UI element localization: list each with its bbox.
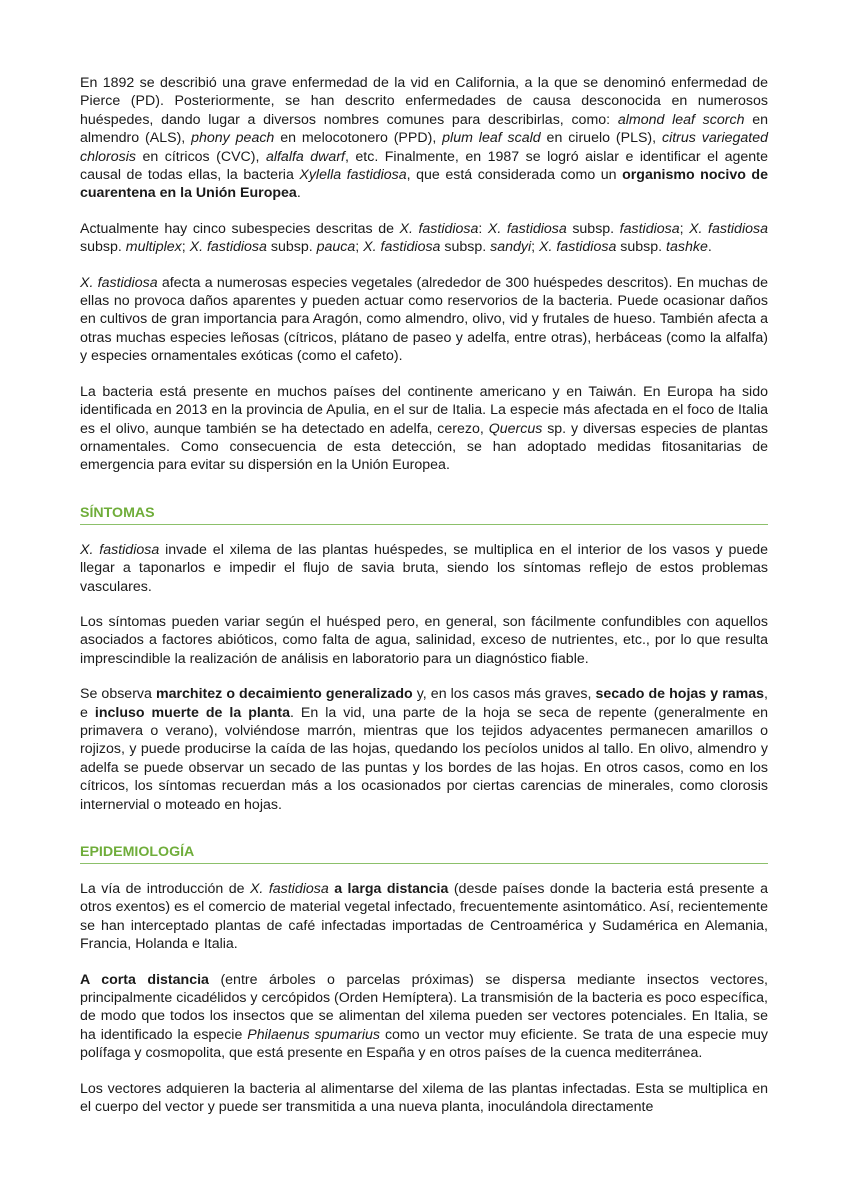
text-run: en almendro (ALS), — [80, 111, 768, 147]
text-run: , que está considerada como un — [406, 167, 623, 184]
bold-text: organismo nocivo de cuarentena en la Unión Europea — [80, 167, 768, 202]
text-run: subsp. — [80, 239, 126, 256]
italic-text: tashke — [666, 239, 708, 256]
text-run: ; — [531, 239, 540, 256]
italic-text: Xylella fastidiosa — [299, 167, 407, 184]
text-run: subsp. — [440, 239, 491, 256]
italic-text: pauca — [316, 239, 356, 256]
bold-text: secado de hojas y ramas — [595, 686, 765, 703]
sintomas-section — [80, 541, 768, 814]
intro-section — [80, 74, 768, 475]
epidemiologia-section — [80, 880, 768, 1116]
text-run: en ciruelo (PLS), — [540, 130, 662, 147]
text-run: , etc. Finalmente, en 1987 se logró aislar e identificar el agente causal de todas ellas, la bacteria — [80, 148, 768, 184]
text-run: . En la vid, una parte de la hoja se seca de repente (generalmente en primavera o verano), volviéndose marrón, mientras que los tejidos adyacentes permanecen amarillos o rojizos, y puede producirse la caída de las hojas, quedando los pecíolos unidos al tallo. En olivo, almendro y adelfa se puede observar un secado de las puntas y los bordes de las hojas. En otros casos, como en los cítricos, los síntomas recuerdan más a los ocasionados por ciertas carencias de minerales, como clorosis internervial o moteado en hojas. — [80, 704, 768, 813]
body-paragraph — [80, 685, 768, 814]
body-paragraph — [80, 383, 768, 475]
text-run: Actualmente hay cinco subespecies descritas de — [80, 220, 400, 237]
text-run: ; — [679, 220, 690, 237]
text-run: en melocotonero (PPD), — [274, 130, 443, 147]
text-run: . — [707, 239, 712, 256]
italic-text: X. fastidiosa — [487, 220, 567, 237]
italic-text: X. fastidiosa — [80, 541, 160, 558]
italic-text: X. fastidiosa — [539, 239, 617, 256]
text-run: (entre árboles o parcelas próximas) se dispersa mediante insectos vectores, principalmente cicadélidos y cercópidos (Orden Hemíptera). La transmisión de la bacteria es poco específica, de modo que todos los insectos que se alimentan del xilema pueden ser vectores potenciales. En Italia, se ha identificado la especie — [80, 971, 768, 1043]
section-heading-epidemiologia: EPIDEMIOLOGÍA — [80, 844, 768, 864]
italic-text: almond leaf scorch — [617, 111, 745, 128]
text-run: en cítricos (CVC), — [135, 148, 266, 165]
text-run: Los vectores adquieren la bacteria al alimentarse del xilema de las plantas infectadas. Esta se multiplica en el cuerpo del vector y puede ser transmitida a una nueva planta, inoculándola directamente — [80, 1080, 768, 1116]
italic-text: fastidiosa — [619, 220, 680, 237]
bold-text: incluso muerte de la planta — [94, 704, 290, 721]
italic-text: X. fastidiosa — [363, 239, 441, 256]
section-heading-sintomas: SÍNTOMAS — [80, 505, 768, 525]
body-paragraph — [80, 880, 768, 954]
text-run: afecta a numerosas especies vegetales (alrededor de 300 huéspedes descritos). En muchas de ellas no provoca daños aparentes y pueden actuar como reservorios de la bacteria. Puede ocasionar daños en cultivos de gran importancia para Aragón, como almendro, olivo, vid y frutales de hueso. También afecta a otras muchas especies leñosas (cítricos, plátano de paseo y adelfa, entre otras), herbáceas (como la alfalfa) y especies ornamentales exóticas (como el cafeto). — [80, 274, 768, 365]
text-run: subsp. — [266, 239, 317, 256]
body-paragraph — [80, 1080, 768, 1117]
text-run: y, en los casos más graves, — [412, 686, 596, 703]
bold-text: marchitez o decaimiento generalizado — [156, 686, 413, 703]
text-run: Los síntomas pueden variar según el huésped pero, en general, son fácilmente confundibles con aquellos asociados a factores abióticos, como falta de agua, salinidad, exceso de nutrientes, etc., por lo que resulta imprescindible la realización de análisis en laboratorio para un diagnóstico fiable. — [80, 613, 768, 667]
text-run: subsp. — [616, 239, 667, 256]
italic-text: citrus variegated chlorosis — [80, 130, 768, 165]
body-paragraph — [80, 274, 768, 366]
italic-text: X. fastidiosa — [80, 274, 158, 291]
italic-text: X. fastidiosa — [249, 881, 329, 897]
text-run: (desde países donde la bacteria está presente a otros exentos) es el comercio de material vegetal infectado, frecuentemente asintomático. Así, recientemente se han interceptado plantas de café infectadas importadas de Centroamérica y Sudamérica en Alemania, Francia, Holanda e Italia. — [80, 881, 768, 953]
text-run: En 1892 se describió una grave enfermedad de la vid en California, a la que se denominó enfermedad de Pierce (PD). Posteriormente, se han descrito enfermedades de causa desconocida en numerosos huéspedes, dando lugar a diversos nombres comunes para describirlas, como: — [80, 75, 768, 128]
text-run: ; — [355, 239, 364, 256]
bold-text: a larga distancia — [334, 881, 449, 897]
italic-text: Quercus — [488, 420, 543, 437]
italic-text: X. fastidiosa — [189, 239, 267, 256]
body-paragraph — [80, 220, 768, 257]
italic-text: Philaenus spumarius — [247, 1026, 380, 1043]
italic-text: phony peach — [191, 130, 275, 147]
text-run: sp. y diversas especies de plantas ornamentales. Como consecuencia de esta detección, se han adoptado medidas fitosanitarias de emergencia para evitar su dispersión en la Unión Europea. — [80, 420, 768, 474]
italic-text: multiplex — [125, 239, 182, 256]
text-run: subsp. — [566, 220, 620, 237]
text-run: La vía de introducción de — [80, 881, 250, 897]
bold-text: A corta distancia — [80, 971, 209, 988]
body-paragraph — [80, 541, 768, 596]
text-run: Se observa — [80, 686, 156, 703]
text-run: La bacteria está presente en muchos países del continente americano y en Taiwán. En Europa ha sido identificada en 2013 en la provincia de Apulia, en el sur de Italia. La especie más afectada en el foco de Italia es el olivo, aunque también se ha detectado en adelfa, cerezo, — [80, 383, 768, 437]
text-run: como un vector muy eficiente. Se trata de una especie muy polífaga y cosmopolita, que está presente en España y en otros países de la cuenca mediterránea. — [80, 1026, 768, 1062]
body-paragraph — [80, 613, 768, 668]
document-page — [80, 74, 768, 1133]
text-run: , e — [80, 686, 768, 721]
text-run: . — [296, 185, 301, 202]
italic-text: sandyi — [490, 239, 532, 256]
italic-text: X. fastidiosa — [399, 220, 479, 237]
italic-text: X. fastidiosa — [689, 220, 768, 237]
italic-text: alfalfa dwarf — [265, 148, 345, 165]
body-paragraph — [80, 74, 768, 203]
text-run: : — [478, 220, 488, 237]
italic-text: plum leaf scald — [442, 130, 541, 147]
body-paragraph — [80, 971, 768, 1063]
text-run: invade el xilema de las plantas huéspedes, se multiplica en el interior de los vasos y puede llegar a taponarlos e impedir el flujo de savia bruta, siendo los síntomas reflejo de estos problemas vasculares. — [80, 541, 768, 595]
text-run: ; — [181, 239, 190, 256]
